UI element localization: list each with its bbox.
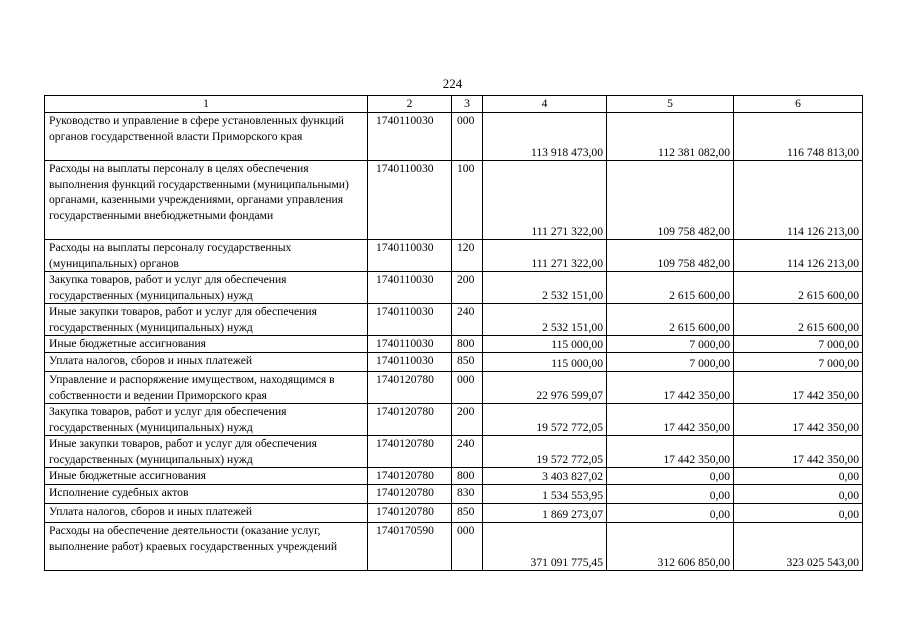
row-value-col4: 115 000,00 [483, 353, 607, 372]
row-code-cell: 1740120780 [368, 468, 452, 485]
row-type-cell: 120 [452, 240, 483, 272]
row-name-cell: Иные бюджетные ассигнования [45, 336, 368, 353]
row-type-cell: 200 [452, 404, 483, 436]
row-value-col5: 112 381 082,00 [607, 113, 734, 161]
row-name-cell: Расходы на обеспечение деятельности (оказание услуг, выполнение работ) краевых государственных учреждений [45, 523, 368, 571]
row-value-col4: 111 271 322,00 [483, 240, 607, 272]
table-row [45, 353, 863, 372]
row-value-col6: 0,00 [734, 468, 863, 485]
table-row [45, 113, 863, 161]
row-value-col6: 2 615 600,00 [734, 304, 863, 336]
row-type-cell: 100 [452, 161, 483, 240]
row-code-cell: 1740120780 [368, 436, 452, 468]
row-value-col4: 19 572 772,05 [483, 436, 607, 468]
row-type-cell: 000 [452, 523, 483, 571]
row-value-col5: 109 758 482,00 [607, 161, 734, 240]
row-type-cell: 240 [452, 304, 483, 336]
row-code-cell: 1740120780 [368, 372, 452, 404]
row-type-cell: 800 [452, 336, 483, 353]
row-name-cell: Уплата налогов, сборов и иных платежей [45, 504, 368, 523]
row-value-col5: 109 758 482,00 [607, 240, 734, 272]
table-row [45, 404, 863, 436]
header-cell: 4 [483, 96, 607, 113]
row-type-cell: 240 [452, 436, 483, 468]
table-row [45, 523, 863, 571]
header-cell: 3 [452, 96, 483, 113]
table-row [45, 240, 863, 272]
row-value-col6: 17 442 350,00 [734, 436, 863, 468]
row-value-col5: 0,00 [607, 468, 734, 485]
row-type-cell: 000 [452, 113, 483, 161]
row-value-col4: 111 271 322,00 [483, 161, 607, 240]
row-value-col5: 7 000,00 [607, 353, 734, 372]
row-value-col6: 114 126 213,00 [734, 161, 863, 240]
row-name-cell: Руководство и управление в сфере установленных функций органов государственной власти Приморского края [45, 113, 368, 161]
row-value-col5: 7 000,00 [607, 336, 734, 353]
row-code-cell: 1740120780 [368, 404, 452, 436]
row-value-col6: 114 126 213,00 [734, 240, 863, 272]
header-cell: 2 [368, 96, 452, 113]
row-name-cell: Расходы на выплаты персоналу государственных (муниципальных) органов [45, 240, 368, 272]
row-value-col4: 19 572 772,05 [483, 404, 607, 436]
row-code-cell: 1740110030 [368, 304, 452, 336]
row-value-col6: 7 000,00 [734, 336, 863, 353]
row-value-col6: 17 442 350,00 [734, 404, 863, 436]
row-name-cell: Уплата налогов, сборов и иных платежей [45, 353, 368, 372]
row-code-cell: 1740110030 [368, 336, 452, 353]
header-cell: 5 [607, 96, 734, 113]
table-row [45, 436, 863, 468]
row-value-col5: 0,00 [607, 504, 734, 523]
row-name-cell: Исполнение судебных актов [45, 485, 368, 504]
row-value-col6: 323 025 543,00 [734, 523, 863, 571]
row-value-col6: 2 615 600,00 [734, 272, 863, 304]
table-row [45, 372, 863, 404]
row-code-cell: 1740120780 [368, 504, 452, 523]
row-type-cell: 830 [452, 485, 483, 504]
budget-table [44, 95, 863, 571]
row-code-cell: 1740120780 [368, 485, 452, 504]
row-name-cell: Закупка товаров, работ и услуг для обеспечения государственных (муниципальных) нужд [45, 272, 368, 304]
table-row [45, 304, 863, 336]
row-value-col4: 2 532 151,00 [483, 272, 607, 304]
row-value-col4: 2 532 151,00 [483, 304, 607, 336]
row-value-col5: 17 442 350,00 [607, 404, 734, 436]
row-value-col4: 22 976 599,07 [483, 372, 607, 404]
row-code-cell: 1740110030 [368, 161, 452, 240]
table-row [45, 485, 863, 504]
row-value-col5: 2 615 600,00 [607, 272, 734, 304]
header-cell: 1 [45, 96, 368, 113]
row-value-col4: 3 403 827,02 [483, 468, 607, 485]
row-name-cell: Расходы на выплаты персоналу в целях обеспечения выполнения функций государственными (муниципальными) органами, казенными учреждениями, органами управления государственными внебюджетными фондами [45, 161, 368, 240]
row-value-col5: 2 615 600,00 [607, 304, 734, 336]
row-type-cell: 000 [452, 372, 483, 404]
header-row [45, 96, 863, 113]
row-value-col5: 0,00 [607, 485, 734, 504]
row-type-cell: 200 [452, 272, 483, 304]
table-row [45, 272, 863, 304]
row-value-col6: 116 748 813,00 [734, 113, 863, 161]
row-name-cell: Закупка товаров, работ и услуг для обеспечения государственных (муниципальных) нужд [45, 404, 368, 436]
row-value-col4: 371 091 775,45 [483, 523, 607, 571]
row-value-col5: 17 442 350,00 [607, 372, 734, 404]
row-code-cell: 1740110030 [368, 240, 452, 272]
row-type-cell: 800 [452, 468, 483, 485]
row-value-col4: 115 000,00 [483, 336, 607, 353]
row-value-col4: 1 534 553,95 [483, 485, 607, 504]
table-row [45, 336, 863, 353]
row-value-col6: 0,00 [734, 485, 863, 504]
table-row [45, 161, 863, 240]
row-value-col5: 312 606 850,00 [607, 523, 734, 571]
row-code-cell: 1740170590 [368, 523, 452, 571]
row-value-col6: 7 000,00 [734, 353, 863, 372]
row-code-cell: 1740110030 [368, 353, 452, 372]
row-name-cell: Иные бюджетные ассигнования [45, 468, 368, 485]
row-value-col6: 17 442 350,00 [734, 372, 863, 404]
row-type-cell: 850 [452, 504, 483, 523]
row-value-col6: 0,00 [734, 504, 863, 523]
header-cell: 6 [734, 96, 863, 113]
row-code-cell: 1740110030 [368, 272, 452, 304]
row-type-cell: 850 [452, 353, 483, 372]
row-value-col5: 17 442 350,00 [607, 436, 734, 468]
table-row [45, 468, 863, 485]
row-name-cell: Управление и распоряжение имуществом, находящимся в собственности и ведении Приморского края [45, 372, 368, 404]
row-value-col4: 1 869 273,07 [483, 504, 607, 523]
row-name-cell: Иные закупки товаров, работ и услуг для обеспечения государственных (муниципальных) нужд [45, 436, 368, 468]
row-name-cell: Иные закупки товаров, работ и услуг для обеспечения государственных (муниципальных) нужд [45, 304, 368, 336]
row-code-cell: 1740110030 [368, 113, 452, 161]
table-row [45, 504, 863, 523]
page-number: 224 [442, 76, 463, 91]
row-value-col4: 113 918 473,00 [483, 113, 607, 161]
